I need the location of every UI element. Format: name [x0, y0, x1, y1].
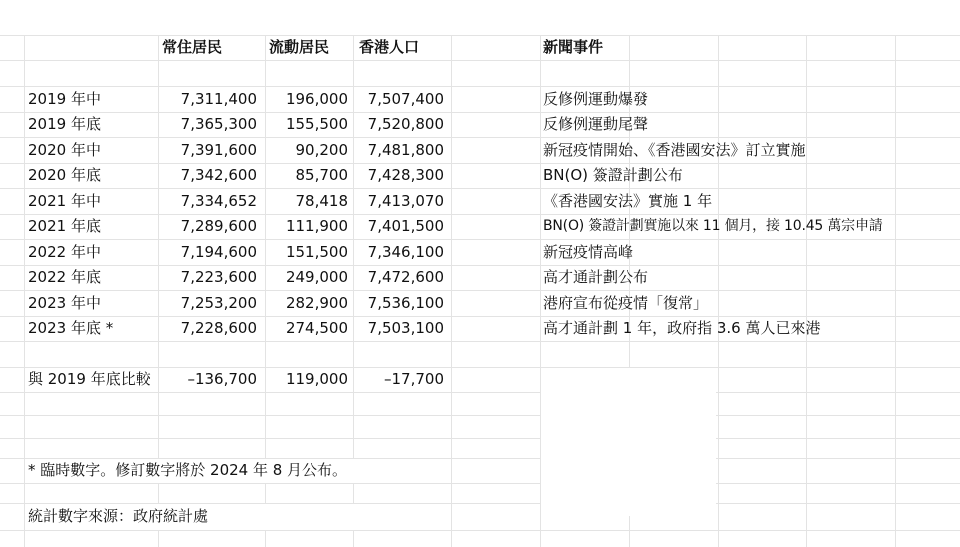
grid-line — [895, 0, 896, 547]
population-cell[interactable]: 7,503,100 — [367, 319, 444, 337]
comparison-population[interactable]: –17,700 — [384, 370, 444, 388]
mobile-cell[interactable]: 151,500 — [285, 243, 348, 261]
grid-line — [451, 0, 452, 547]
mobile-cell[interactable]: 282,900 — [285, 294, 348, 312]
news-cell[interactable]: BN(O) 簽證計劃公布 — [543, 166, 683, 184]
period-cell[interactable]: 2021 年中 — [28, 192, 101, 210]
population-cell[interactable]: 7,401,500 — [367, 217, 444, 235]
mobile-cell[interactable]: 196,000 — [285, 90, 348, 108]
population-cell[interactable]: 7,413,070 — [367, 192, 444, 210]
comparison-mobile[interactable]: 119,000 — [285, 370, 348, 388]
resident-cell[interactable]: 7,311,400 — [180, 90, 257, 108]
grid-line — [0, 392, 960, 393]
grid-line — [0, 290, 960, 291]
grid-line — [0, 188, 960, 189]
header-population[interactable]: 香港人口 — [359, 38, 420, 56]
grid-line — [806, 0, 807, 547]
resident-cell[interactable]: 7,334,652 — [180, 192, 257, 210]
mobile-cell[interactable]: 85,700 — [295, 166, 348, 184]
resident-cell[interactable]: 7,228,600 — [180, 319, 257, 337]
resident-cell[interactable]: 7,391,600 — [180, 141, 257, 159]
population-cell[interactable]: 7,428,300 — [367, 166, 444, 184]
grid-line — [0, 239, 960, 240]
resident-cell[interactable]: 7,223,600 — [180, 268, 257, 286]
mobile-cell[interactable]: 155,500 — [285, 115, 348, 133]
grid-line — [0, 530, 960, 531]
news-cell[interactable]: 新冠疫情高峰 — [543, 243, 634, 261]
news-cell[interactable]: 港府宣布從疫情「復常」 — [543, 294, 709, 312]
news-cell[interactable]: 反修例運動爆發 — [543, 90, 649, 108]
resident-cell[interactable]: 7,342,600 — [180, 166, 257, 184]
period-cell[interactable]: 2019 年中 — [28, 90, 101, 108]
grid-line — [0, 341, 960, 342]
mobile-cell[interactable]: 78,418 — [295, 192, 348, 210]
blank-area — [541, 368, 716, 516]
grid-line — [718, 0, 719, 547]
resident-cell[interactable]: 7,289,600 — [180, 217, 257, 235]
header-resident[interactable]: 常住居民 — [162, 38, 223, 56]
grid-line — [0, 60, 960, 61]
mobile-cell[interactable]: 274,500 — [285, 319, 348, 337]
news-cell[interactable]: 高才通計劃 1 年，政府指 3.6 萬人已來港 — [543, 319, 821, 337]
period-cell[interactable]: 2019 年底 — [28, 115, 101, 133]
resident-cell[interactable]: 7,253,200 — [180, 294, 257, 312]
population-cell[interactable]: 7,472,600 — [367, 268, 444, 286]
period-cell[interactable]: 2023 年中 — [28, 294, 101, 312]
news-cell[interactable]: 《香港國安法》實施 1 年 — [543, 192, 713, 210]
grid-line — [0, 265, 960, 266]
grid-line — [0, 163, 960, 164]
grid-line — [0, 438, 960, 439]
mobile-cell[interactable]: 90,200 — [295, 141, 348, 159]
population-cell[interactable]: 7,520,800 — [367, 115, 444, 133]
period-cell[interactable]: 2023 年底 * — [28, 319, 114, 337]
period-cell[interactable]: 2020 年中 — [28, 141, 101, 159]
comparison-label[interactable]: 與 2019 年底比較 — [28, 370, 151, 388]
period-cell[interactable]: 2020 年底 — [28, 166, 101, 184]
period-cell[interactable]: 2022 年底 — [28, 268, 101, 286]
resident-cell[interactable]: 7,365,300 — [180, 115, 257, 133]
mobile-cell[interactable]: 249,000 — [285, 268, 348, 286]
grid-line — [0, 483, 960, 484]
period-cell[interactable]: 2021 年底 — [28, 217, 101, 235]
grid-line — [0, 137, 960, 138]
source-note[interactable]: 統計數字來源：政府統計處 — [28, 507, 209, 525]
header-news[interactable]: 新聞事件 — [543, 38, 604, 56]
population-cell[interactable]: 7,481,800 — [367, 141, 444, 159]
news-cell[interactable]: BN(O) 簽證計劃實施以來 11 個月，接 10.45 萬宗申請 — [543, 218, 883, 234]
period-cell[interactable]: 2022 年中 — [28, 243, 101, 261]
grid-line — [0, 35, 960, 36]
mobile-cell[interactable]: 111,900 — [285, 217, 348, 235]
population-cell[interactable]: 7,536,100 — [367, 294, 444, 312]
header-mobile[interactable]: 流動居民 — [269, 38, 330, 56]
comparison-resident[interactable]: –136,700 — [187, 370, 257, 388]
news-cell[interactable]: 高才通計劃公布 — [543, 268, 649, 286]
news-cell[interactable]: 反修例運動尾聲 — [543, 115, 649, 133]
news-cell[interactable]: 新冠疫情開始、《香港國安法》訂立實施 — [543, 141, 806, 159]
footnote[interactable]: * 臨時數字。修訂數字將於 2024 年 8 月公布。 — [28, 461, 348, 479]
population-cell[interactable]: 7,507,400 — [367, 90, 444, 108]
blank-area — [0, 0, 960, 35]
grid-line — [0, 86, 960, 87]
resident-cell[interactable]: 7,194,600 — [180, 243, 257, 261]
population-cell[interactable]: 7,346,100 — [367, 243, 444, 261]
grid-line — [0, 415, 960, 416]
grid-line — [0, 112, 960, 113]
